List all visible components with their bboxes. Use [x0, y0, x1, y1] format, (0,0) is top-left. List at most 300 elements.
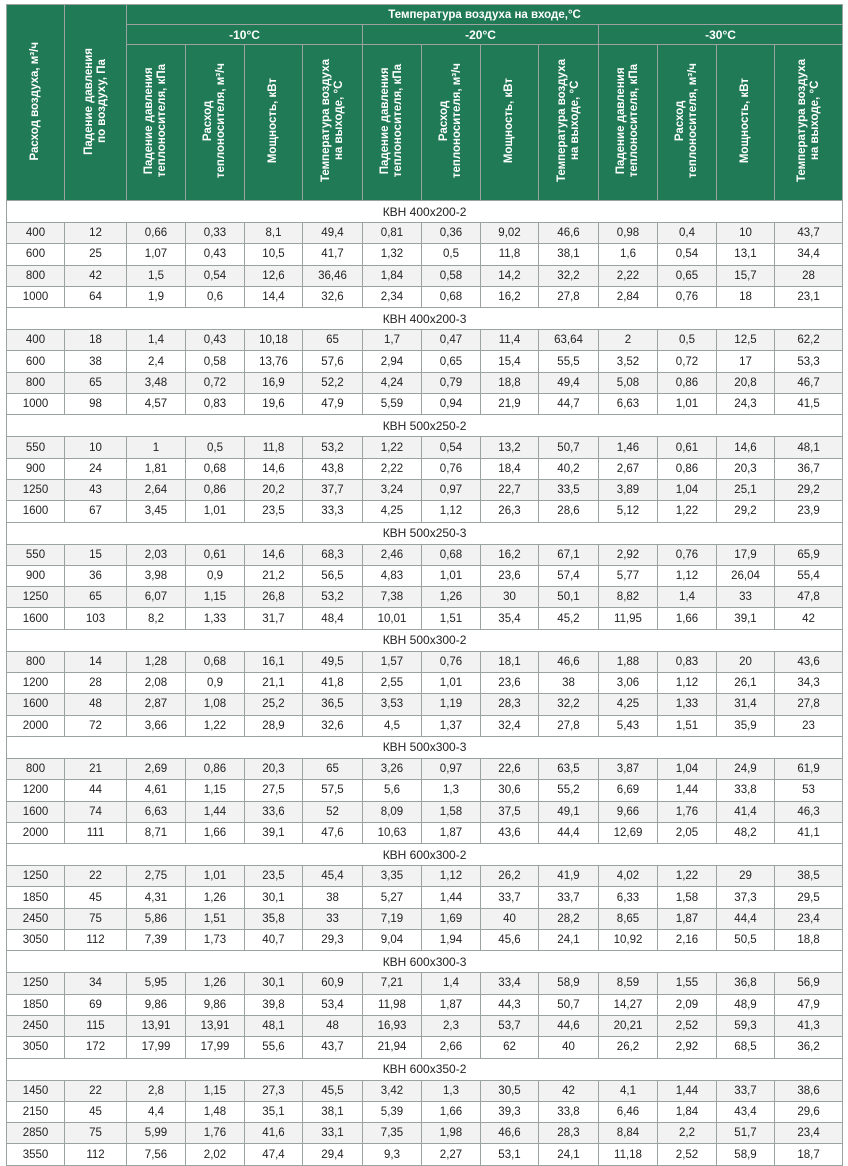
table-cell: 1,57: [363, 651, 422, 672]
table-cell: 22: [65, 866, 127, 887]
table-cell: 6,33: [599, 887, 658, 908]
table-cell: 67: [65, 501, 127, 522]
table-cell: 0,43: [186, 244, 245, 265]
table-cell: 40,2: [539, 458, 599, 479]
table-cell: 32,2: [539, 265, 599, 286]
table-cell: 17,99: [127, 1037, 186, 1058]
table-cell: 1850: [7, 994, 65, 1015]
table-cell: 1,6: [599, 244, 658, 265]
table-cell: 31,7: [245, 608, 303, 629]
table-cell: 1,26: [422, 587, 481, 608]
table-cell: 48,9: [717, 994, 775, 1015]
table-cell: 43,6: [481, 822, 539, 843]
table-cell: 2450: [7, 908, 65, 929]
table-cell: 43,6: [775, 651, 843, 672]
table-cell: 1,26: [186, 887, 245, 908]
table-cell: 33,5: [539, 479, 599, 500]
table-cell: 1,73: [186, 930, 245, 951]
table-cell: 15,4: [481, 351, 539, 372]
table-body: [7, 201, 843, 1166]
table-cell: 28,3: [481, 694, 539, 715]
header-temp-minus-10: -10°С: [127, 25, 363, 45]
table-cell: 1250: [7, 973, 65, 994]
table-cell: 1,12: [658, 673, 717, 694]
table-row: [7, 330, 843, 351]
table-cell: 45,4: [303, 866, 363, 887]
table-cell: 33,3: [303, 501, 363, 522]
table-cell: 33,7: [717, 1080, 775, 1101]
table-cell: 42: [539, 1080, 599, 1101]
table-cell: 50,1: [539, 587, 599, 608]
table-cell: 2000: [7, 822, 65, 843]
table-cell: 59,3: [717, 1015, 775, 1036]
table-cell: 2,3: [422, 1015, 481, 1036]
table-cell: 1,01: [422, 673, 481, 694]
table-cell: 1,69: [422, 908, 481, 929]
header-coolant-flow: Расход теплоносителя, м³/ч: [658, 45, 717, 201]
table-cell: 0,36: [422, 223, 481, 244]
table-cell: 43,7: [775, 223, 843, 244]
table-cell: 57,4: [539, 565, 599, 586]
table-cell: 2,92: [658, 1037, 717, 1058]
table-cell: 9,02: [481, 223, 539, 244]
table-cell: 29,2: [717, 501, 775, 522]
table-cell: 4,31: [127, 887, 186, 908]
table-cell: 3,42: [363, 1080, 422, 1101]
table-row: [7, 758, 843, 779]
table-cell: 1,07: [127, 244, 186, 265]
table-cell: 41,5: [775, 394, 843, 415]
table-row: [7, 822, 843, 843]
table-cell: 44: [65, 780, 127, 801]
table-cell: 1,22: [658, 866, 717, 887]
table-cell: 4,02: [599, 866, 658, 887]
table-cell: 25,2: [245, 694, 303, 715]
table-cell: 47,9: [775, 994, 843, 1015]
table-cell: 3,89: [599, 479, 658, 500]
table-cell: 38: [65, 351, 127, 372]
table-cell: 1,28: [127, 651, 186, 672]
table-cell: 1,84: [658, 1101, 717, 1122]
table-cell: 3,48: [127, 372, 186, 393]
table-cell: 64: [65, 286, 127, 307]
table-cell: 46,3: [775, 801, 843, 822]
table-cell: 33: [717, 587, 775, 608]
table-cell: 20,3: [717, 458, 775, 479]
header-air-pressure-drop: Падение давления по воздуху, Па: [65, 5, 127, 201]
table-cell: 1,46: [599, 437, 658, 458]
table-row: [7, 930, 843, 951]
table-cell: 36: [65, 565, 127, 586]
table-cell: 3,87: [599, 758, 658, 779]
table-cell: 3050: [7, 930, 65, 951]
table-cell: 52,2: [303, 372, 363, 393]
table-cell: 1,87: [422, 994, 481, 1015]
table-cell: 2,75: [127, 866, 186, 887]
table-cell: 6,63: [599, 394, 658, 415]
table-cell: 32,6: [303, 286, 363, 307]
table-cell: 2,66: [422, 1037, 481, 1058]
table-cell: 3,35: [363, 866, 422, 887]
table-row: [7, 351, 843, 372]
table-cell: 5,86: [127, 908, 186, 929]
table-row: [7, 651, 843, 672]
table-cell: 2,55: [363, 673, 422, 694]
table-cell: 800: [7, 758, 65, 779]
table-cell: 1,15: [186, 780, 245, 801]
table-cell: 19,6: [245, 394, 303, 415]
table-cell: 2450: [7, 1015, 65, 1036]
table-cell: 23,6: [481, 673, 539, 694]
table-cell: 1,88: [599, 651, 658, 672]
table-cell: 0,5: [422, 244, 481, 265]
table-cell: 2,64: [127, 479, 186, 500]
table-cell: 61,9: [775, 758, 843, 779]
table-cell: 30: [481, 587, 539, 608]
table-cell: 34,4: [775, 244, 843, 265]
table-cell: 28,3: [539, 1123, 599, 1144]
table-cell: 53,4: [303, 994, 363, 1015]
table-row: [7, 866, 843, 887]
table-cell: 0,76: [422, 458, 481, 479]
table-cell: 0,98: [599, 223, 658, 244]
table-cell: 36,5: [303, 694, 363, 715]
table-cell: 1,55: [658, 973, 717, 994]
table-cell: 1,87: [658, 908, 717, 929]
table-cell: 51,7: [717, 1123, 775, 1144]
table-cell: 39,3: [481, 1101, 539, 1122]
table-cell: 22: [65, 1080, 127, 1101]
table-cell: 63,64: [539, 330, 599, 351]
table-cell: 1,19: [422, 694, 481, 715]
header-coolant-pressure-drop: Падение давления теплоносителя, кПа: [599, 45, 658, 201]
table-cell: 1,12: [422, 866, 481, 887]
header-coolant-flow: Расход теплоносителя, м³/ч: [186, 45, 245, 201]
table-cell: 1600: [7, 694, 65, 715]
table-cell: 68,3: [303, 544, 363, 565]
table-cell: 1250: [7, 866, 65, 887]
table-cell: 1,76: [186, 1123, 245, 1144]
table-cell: 52: [303, 801, 363, 822]
table-cell: 0,61: [658, 437, 717, 458]
table-cell: 45,6: [481, 930, 539, 951]
table-cell: 0,76: [658, 544, 717, 565]
table-cell: 600: [7, 351, 65, 372]
table-cell: 4,61: [127, 780, 186, 801]
table-cell: 1,04: [658, 479, 717, 500]
table-cell: 23,5: [245, 501, 303, 522]
table-cell: 2,92: [599, 544, 658, 565]
table-cell: 10,01: [363, 608, 422, 629]
table-row: [7, 801, 843, 822]
table-cell: 39,1: [717, 608, 775, 629]
table-cell: 20,3: [245, 758, 303, 779]
table-cell: 11,18: [599, 1144, 658, 1165]
table-cell: 56,5: [303, 565, 363, 586]
table-cell: 550: [7, 437, 65, 458]
table-row: [7, 1037, 843, 1058]
table-cell: 16,1: [245, 651, 303, 672]
table-cell: 38: [539, 673, 599, 694]
table-cell: 48,1: [775, 437, 843, 458]
table-cell: 9,86: [186, 994, 245, 1015]
header-power: Мощность, кВт: [481, 45, 539, 201]
table-cell: 103: [65, 608, 127, 629]
table-cell: 112: [65, 1144, 127, 1165]
table-cell: 4,25: [363, 501, 422, 522]
table-cell: 4,24: [363, 372, 422, 393]
table-cell: 1600: [7, 608, 65, 629]
table-cell: 33,7: [481, 887, 539, 908]
table-cell: 23,6: [481, 565, 539, 586]
header-coolant-pressure-drop: Падение давления теплоносителя, кПа: [363, 45, 422, 201]
table-cell: 0,6: [186, 286, 245, 307]
specs-table-container: [6, 4, 842, 1166]
table-cell: 21,9: [481, 394, 539, 415]
table-cell: 5,27: [363, 887, 422, 908]
table-cell: 112: [65, 930, 127, 951]
table-cell: 1,22: [363, 437, 422, 458]
table-cell: 2,52: [658, 1144, 717, 1165]
table-cell: 900: [7, 458, 65, 479]
table-cell: 13,91: [127, 1015, 186, 1036]
table-cell: 48,2: [717, 822, 775, 843]
table-cell: 40: [481, 908, 539, 929]
table-cell: 40,7: [245, 930, 303, 951]
table-cell: 10,63: [363, 822, 422, 843]
table-cell: 36,8: [717, 973, 775, 994]
table-cell: 45: [65, 1101, 127, 1122]
table-cell: 1,7: [363, 330, 422, 351]
table-cell: 0,86: [658, 372, 717, 393]
header-power: Мощность, кВт: [717, 45, 775, 201]
table-cell: 35,1: [245, 1101, 303, 1122]
table-cell: 28,9: [245, 715, 303, 736]
table-cell: 50,7: [539, 994, 599, 1015]
table-cell: 1,37: [422, 715, 481, 736]
subheader-row: [7, 45, 843, 201]
table-cell: 35,4: [481, 608, 539, 629]
table-cell: 27,5: [245, 780, 303, 801]
table-cell: 1,3: [422, 780, 481, 801]
table-cell: 8,2: [127, 608, 186, 629]
table-cell: 0,68: [186, 651, 245, 672]
model-group-row: [7, 522, 843, 544]
header-inlet-temperature: Температура воздуха на входе,°С: [127, 5, 843, 25]
table-cell: 8,59: [599, 973, 658, 994]
table-row: [7, 501, 843, 522]
table-cell: 5,6: [363, 780, 422, 801]
table-cell: 0,83: [658, 651, 717, 672]
table-cell: 7,39: [127, 930, 186, 951]
table-row: [7, 587, 843, 608]
table-cell: 2,22: [363, 458, 422, 479]
table-cell: 1,51: [186, 908, 245, 929]
table-cell: 56,9: [775, 973, 843, 994]
table-cell: 53,2: [303, 437, 363, 458]
table-cell: 53,1: [481, 1144, 539, 1165]
table-cell: 29,5: [775, 887, 843, 908]
table-cell: 1,33: [186, 608, 245, 629]
table-cell: 30,5: [481, 1080, 539, 1101]
table-cell: 8,84: [599, 1123, 658, 1144]
table-row: [7, 908, 843, 929]
table-cell: 20,2: [245, 479, 303, 500]
table-cell: 0,72: [658, 351, 717, 372]
table-cell: 27,8: [539, 715, 599, 736]
table-cell: 1,32: [363, 244, 422, 265]
model-group-row: [7, 736, 843, 758]
table-cell: 2,16: [658, 930, 717, 951]
table-cell: 29: [717, 866, 775, 887]
table-cell: 2,52: [658, 1015, 717, 1036]
table-cell: 3,24: [363, 479, 422, 500]
table-cell: 44,3: [481, 994, 539, 1015]
table-cell: 21,94: [363, 1037, 422, 1058]
table-cell: 1450: [7, 1080, 65, 1101]
table-cell: 8,65: [599, 908, 658, 929]
table-cell: 1,84: [363, 265, 422, 286]
table-cell: 400: [7, 330, 65, 351]
table-cell: 0,54: [186, 265, 245, 286]
table-cell: 45: [65, 887, 127, 908]
table-cell: 0,97: [422, 758, 481, 779]
model-name: КВН 500х250-2: [7, 415, 843, 437]
table-cell: 0,4: [658, 223, 717, 244]
table-cell: 2,4: [127, 351, 186, 372]
table-cell: 14,6: [717, 437, 775, 458]
table-cell: 43,4: [717, 1101, 775, 1122]
table-cell: 16,2: [481, 286, 539, 307]
table-row: [7, 1101, 843, 1122]
table-cell: 1,81: [127, 458, 186, 479]
table-cell: 2,02: [186, 1144, 245, 1165]
table-row: [7, 479, 843, 500]
header-outlet-temperature: Температура воздуха на выходе, °С: [539, 45, 599, 201]
heater-specs-table: [6, 4, 843, 1166]
table-cell: 4,1: [599, 1080, 658, 1101]
table-cell: 1,44: [186, 801, 245, 822]
table-cell: 42: [775, 608, 843, 629]
table-cell: 16,93: [363, 1015, 422, 1036]
table-cell: 35,8: [245, 908, 303, 929]
table-cell: 0,97: [422, 479, 481, 500]
table-cell: 68,5: [717, 1037, 775, 1058]
table-cell: 3,45: [127, 501, 186, 522]
model-group-row: [7, 201, 843, 223]
table-cell: 1850: [7, 887, 65, 908]
table-cell: 0,79: [422, 372, 481, 393]
table-cell: 1,01: [658, 394, 717, 415]
table-cell: 28,6: [539, 501, 599, 522]
table-cell: 900: [7, 565, 65, 586]
table-cell: 48: [65, 694, 127, 715]
table-cell: 37,3: [717, 887, 775, 908]
table-cell: 111: [65, 822, 127, 843]
table-cell: 58,9: [539, 973, 599, 994]
table-cell: 15: [65, 544, 127, 565]
table-cell: 1,51: [422, 608, 481, 629]
table-cell: 7,19: [363, 908, 422, 929]
table-cell: 550: [7, 544, 65, 565]
model-group-row: [7, 844, 843, 866]
table-cell: 9,3: [363, 1144, 422, 1165]
table-cell: 1600: [7, 501, 65, 522]
table-cell: 0,5: [658, 330, 717, 351]
table-cell: 26,8: [245, 587, 303, 608]
table-cell: 30,6: [481, 780, 539, 801]
table-cell: 5,39: [363, 1101, 422, 1122]
table-cell: 5,95: [127, 973, 186, 994]
table-cell: 1,44: [658, 780, 717, 801]
table-cell: 10: [717, 223, 775, 244]
table-cell: 2,67: [599, 458, 658, 479]
table-cell: 23,5: [245, 866, 303, 887]
table-cell: 53,2: [303, 587, 363, 608]
model-group-row: [7, 1058, 843, 1080]
table-cell: 29,6: [775, 1101, 843, 1122]
table-cell: 50,7: [539, 437, 599, 458]
table-row: [7, 223, 843, 244]
table-cell: 800: [7, 265, 65, 286]
model-group-row: [7, 308, 843, 330]
table-row: [7, 1015, 843, 1036]
table-cell: 1,44: [422, 887, 481, 908]
table-cell: 1,9: [127, 286, 186, 307]
table-cell: 2,8: [127, 1080, 186, 1101]
table-cell: 0,66: [127, 223, 186, 244]
table-cell: 41,6: [245, 1123, 303, 1144]
table-cell: 39,1: [245, 822, 303, 843]
table-cell: 38,1: [539, 244, 599, 265]
table-cell: 1: [127, 437, 186, 458]
table-cell: 800: [7, 651, 65, 672]
table-cell: 55,2: [539, 780, 599, 801]
table-cell: 2,87: [127, 694, 186, 715]
table-cell: 1,01: [186, 866, 245, 887]
table-cell: 49,1: [539, 801, 599, 822]
table-cell: 3550: [7, 1144, 65, 1165]
table-cell: 8,1: [245, 223, 303, 244]
table-cell: 11,8: [481, 244, 539, 265]
table-cell: 24,3: [717, 394, 775, 415]
table-cell: 69: [65, 994, 127, 1015]
table-cell: 0,83: [186, 394, 245, 415]
table-cell: 46,6: [481, 1123, 539, 1144]
table-cell: 1,76: [658, 801, 717, 822]
model-name: КВН 500х300-2: [7, 629, 843, 651]
table-cell: 45,2: [539, 608, 599, 629]
table-cell: 49,4: [303, 223, 363, 244]
table-cell: 20,21: [599, 1015, 658, 1036]
table-cell: 55,6: [245, 1037, 303, 1058]
table-cell: 21: [65, 758, 127, 779]
table-row: [7, 673, 843, 694]
table-cell: 1,26: [186, 973, 245, 994]
table-cell: 13,91: [186, 1015, 245, 1036]
table-cell: 11,4: [481, 330, 539, 351]
table-cell: 38,5: [775, 866, 843, 887]
table-cell: 53: [775, 780, 843, 801]
table-cell: 57,5: [303, 780, 363, 801]
table-cell: 26,2: [599, 1037, 658, 1058]
table-cell: 30,1: [245, 887, 303, 908]
table-cell: 0,9: [186, 673, 245, 694]
table-cell: 74: [65, 801, 127, 822]
table-cell: 0,58: [422, 265, 481, 286]
table-cell: 13,1: [717, 244, 775, 265]
table-cell: 41,1: [775, 822, 843, 843]
